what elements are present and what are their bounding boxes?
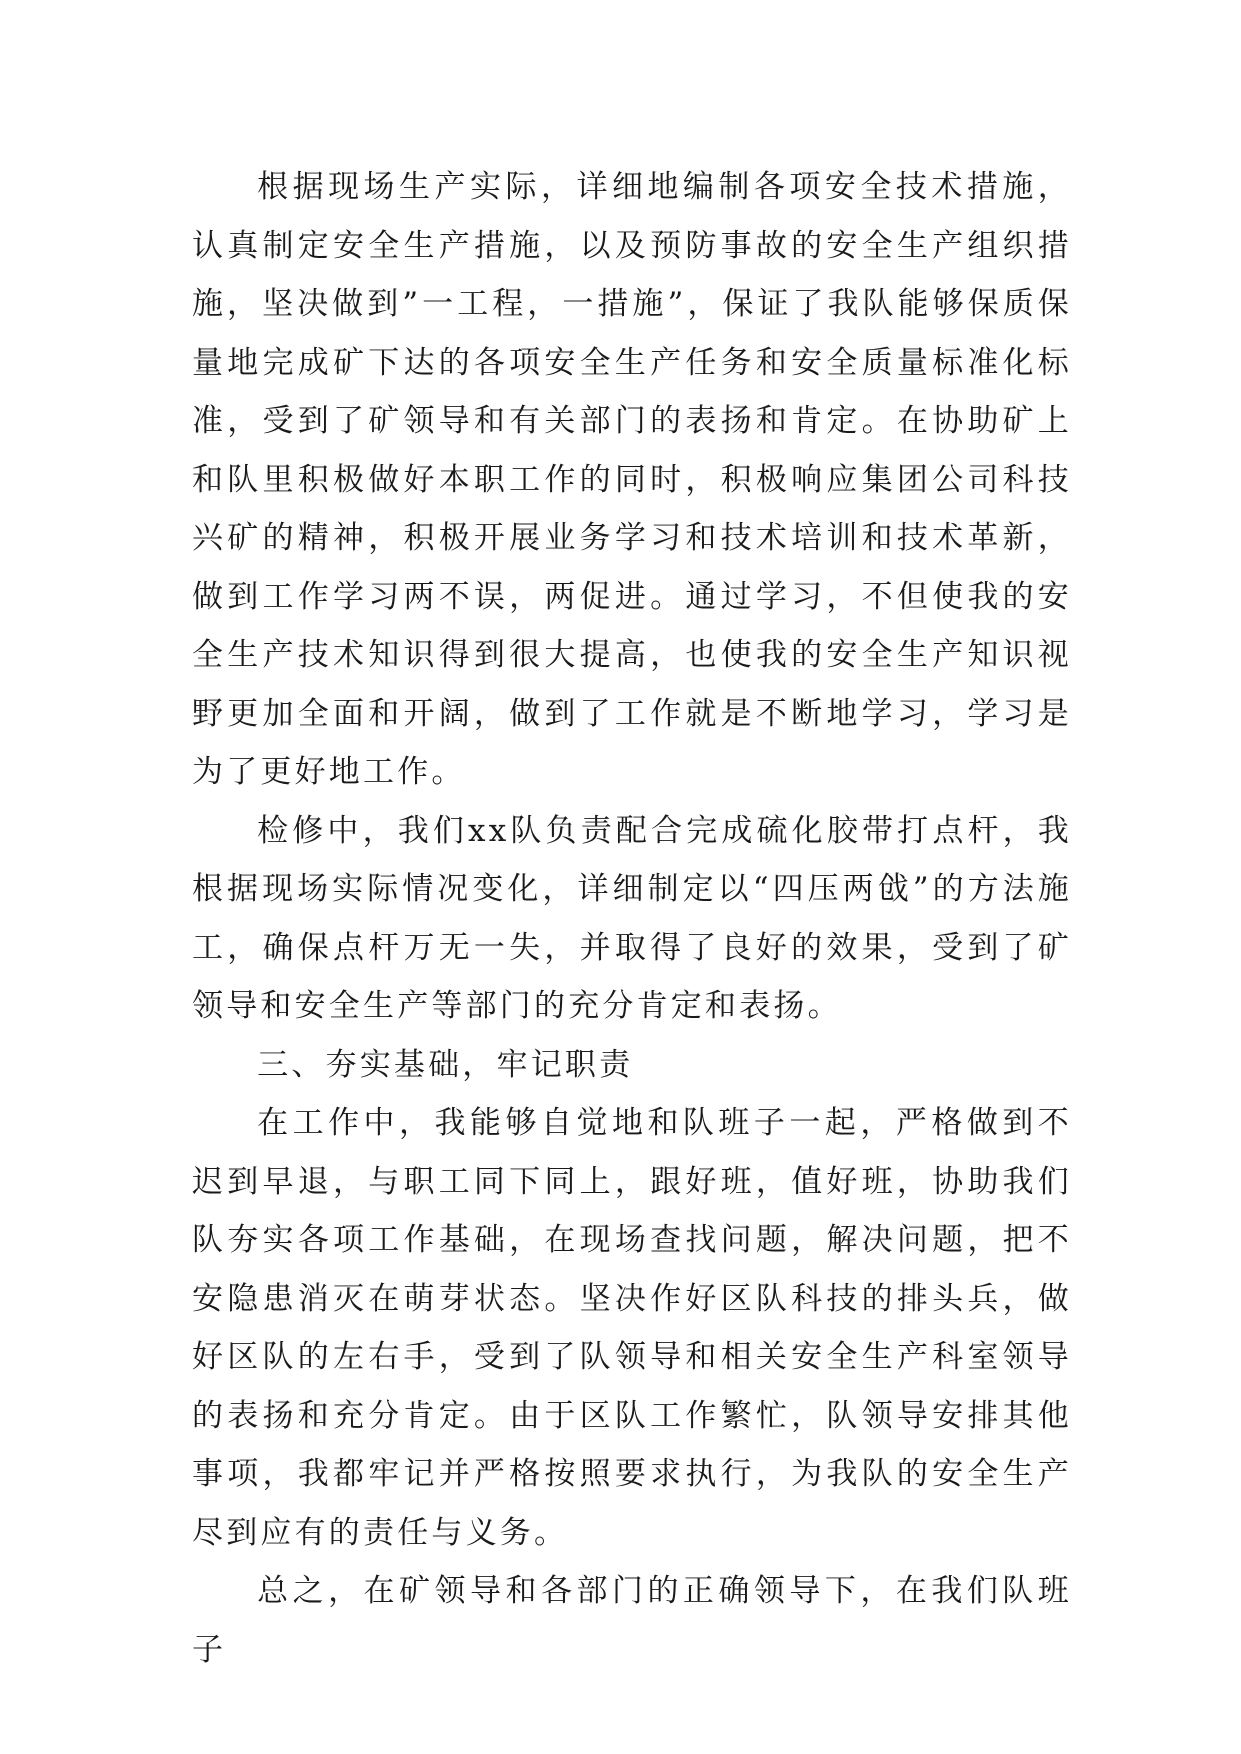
document-body [192,158,1072,1679]
paragraph-safety-measures: 根据现场生产实际，详细地编制各项安全技术措施，认真制定安全生产措施，以及预防事故的安全生产组织措施，坚决做到”一工程，一措施”，保证了我队能够保质保量地完成矿下达的各项安全生产任务和安全质量标准化标准，受到了矿领导和有关部门的表扬和肯定。在协助矿上和队里积极做好本职工作的同时，积极响应集团公司科技兴矿的精神，积极开展业务学习和技术培训和技术革新，做到工作学习两不误，两促进。通过学习，不但使我的安全生产技术知识得到很大提高，也使我的安全生产知识视野更加全面和开阔，做到了工作就是不断地学习，学习是为了更好地工作。 [192,169,1072,790]
paragraph-maintenance: 检修中，我们xx队负责配合完成硫化胶带打点杆，我根据现场实际情况变化，详细制定以“四压两戗”的方法施工，确保点杆万无一失，并取得了良好的效果，受到了矿领导和安全生产等部门的充分肯定和表扬。 [192,812,1072,1024]
paragraph-duties: 在工作中，我能够自觉地和队班子一起，严格做到不迟到早退，与职工同下同上，跟好班，值好班，协助我们队夯实各项工作基础，在现场查找问题，解决问题，把不安隐患消灭在萌芽状态。坚决作好区队科技的排头兵，做好区队的左右手，受到了队领导和相关安全生产科室领导的表扬和充分肯定。由于区队工作繁忙，队领导安排其他事项，我都牢记并严格按照要求执行，为我队的安全生产尽到应有的责任与义务。 [192,1105,1072,1551]
section-heading: 三、夯实基础，牢记职责 [257,1046,634,1083]
paragraph-summary: 总之，在矿领导和各部门的正确领导下，在我们队班子 [192,1573,1072,1668]
